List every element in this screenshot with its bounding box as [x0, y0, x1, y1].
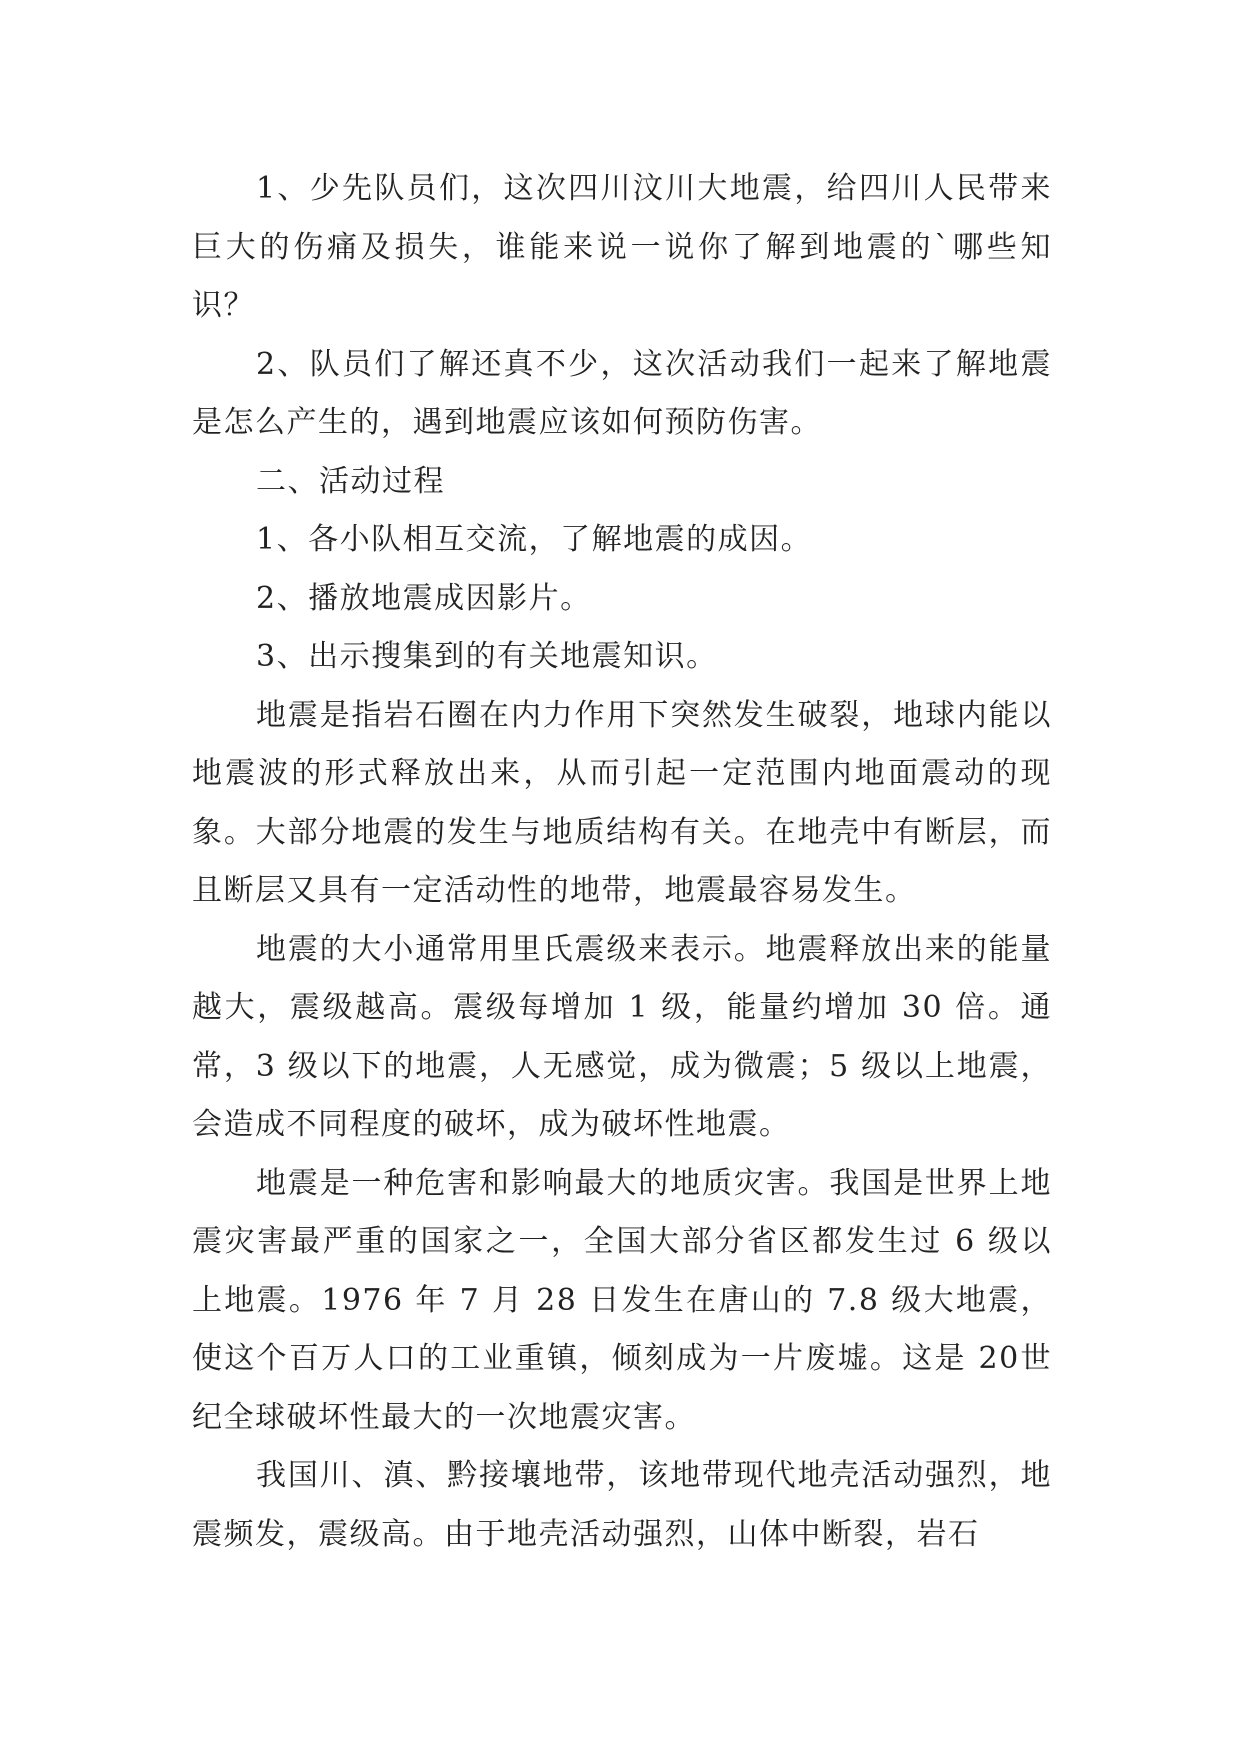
paragraph-intro-question: 1、少先队员们，这次四川汶川大地震，给四川人民带来巨大的伤痛及损失，谁能来说一说你了解到地震的`哪些知识？ — [192, 171, 1052, 323]
paragraph-southwest-region: 我国川、滇、黔接壤地带，该地带现代地壳活动强烈，地震频发，震级高。由于地壳活动强烈，山体中断裂，岩石 — [192, 1458, 1052, 1552]
paragraph-step-3: 3、出示搜集到的有关地震知识。 — [256, 639, 718, 674]
paragraph-step-2: 2、播放地震成因影片。 — [256, 580, 592, 616]
document-body — [192, 160, 1052, 1564]
paragraph-earthquake-disaster: 地震是一种危害和影响最大的地质灾害。我国是世界上地震灾害最严重的国家之一，全国大部分省区都发生过 6 级以上地震。1976 年 7 月 28 日发生在唐山的 7.8 级大地震，使这个百万人口的工业重镇，倾刻成为一片废墟。这是 20世纪全球破坏性最大的一次地震灾害。 — [192, 1165, 1052, 1435]
paragraph-intro-purpose: 2、队员们了解还真不少，这次活动我们一起来了解地震是怎么产生的，遇到地震应该如何预防伤害。 — [192, 346, 1052, 440]
paragraph-earthquake-definition: 地震是指岩石圈在内力作用下突然发生破裂，地球内能以地震波的形式释放出来，从而引起一定范围内地面震动的现象。大部分地震的发生与地质结构有关。在地壳中有断层，而且断层又具有一定活动性的地带，地震最容易发生。 — [192, 697, 1052, 908]
paragraph-earthquake-magnitude: 地震的大小通常用里氏震级来表示。地震释放出来的能量越大，震级越高。震级每增加 1 级，能量约增加 30 倍。通常，3 级以下的地震，人无感觉，成为微震；5 级以上地震，会造成不同程度的破坏，成为破坏性地震。 — [192, 931, 1052, 1142]
section-heading-activity-process: 二、活动过程 — [256, 463, 445, 499]
paragraph-step-1: 1、各小队相互交流，了解地震的成因。 — [256, 522, 813, 557]
